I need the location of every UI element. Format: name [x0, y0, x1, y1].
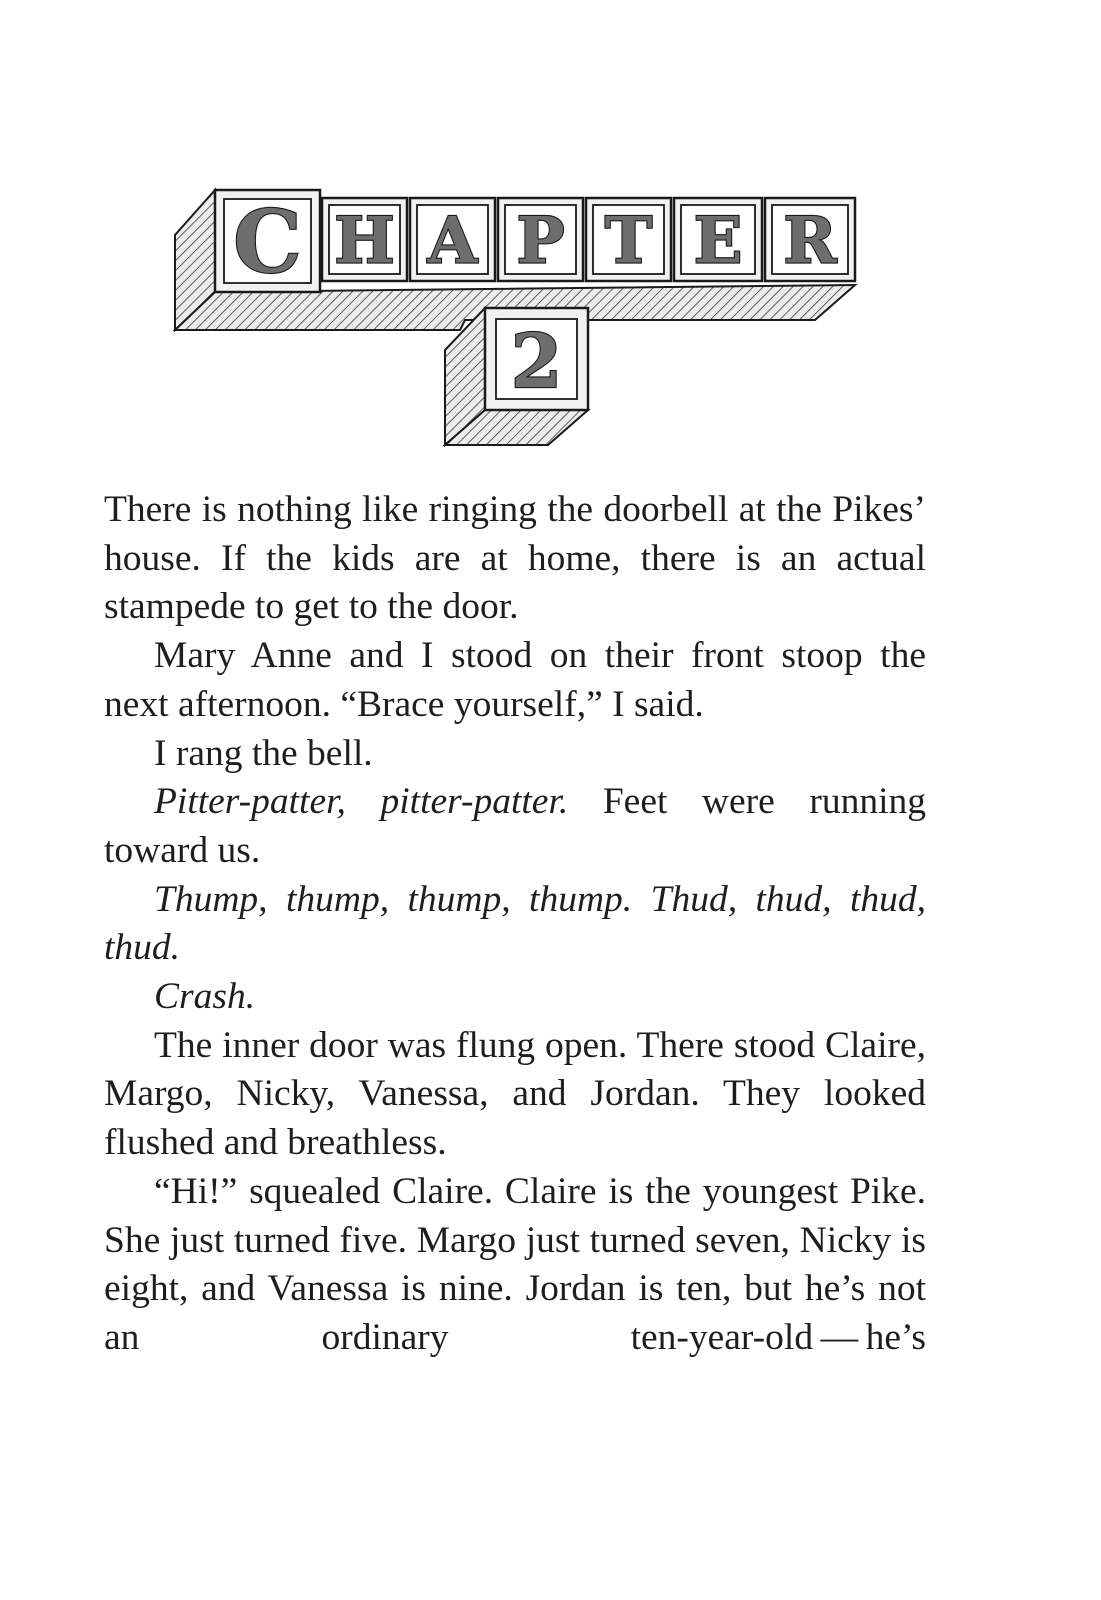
- body-text: [104, 486, 926, 1363]
- text-run: I rang the bell.: [154, 732, 373, 774]
- paragraph: [104, 973, 926, 1022]
- chapter-letter-block: [410, 198, 495, 281]
- chapter-letter: E: [693, 203, 743, 279]
- paragraph: [104, 1022, 926, 1168]
- chapter-letter: T: [604, 203, 653, 279]
- chapter-letter: H: [334, 203, 395, 279]
- paragraph: [104, 1168, 926, 1363]
- text-run: Mary Anne and I stood on their front stoop the next afternoon. “Brace yourself,” I said.: [104, 635, 926, 725]
- chapter-letter-block: [674, 198, 762, 281]
- text-run: Feet were running toward us.: [104, 781, 926, 871]
- paragraph: [104, 486, 926, 632]
- italic-text: Thump, thump, thump, thump. Thud, thud, thud, thud.: [104, 878, 926, 969]
- text-run: There is nothing like ringing the doorbell at the Pikes’ house. If the kids are at home, there is an actual stampede to get to the door.: [104, 489, 926, 628]
- paragraph: [104, 632, 926, 729]
- chapter-letter-block: [215, 190, 320, 293]
- text-run: The inner door was flung open. There stood Claire, Margo, Nicky, Vanessa, and Jordan. They looked flushed and breathless.: [104, 1024, 926, 1164]
- chapter-letter: R: [783, 203, 837, 279]
- chapter-letter-block: [498, 198, 583, 281]
- chapter-letter: C: [233, 191, 302, 293]
- chapter-heading: [0, 0, 1101, 470]
- chapter-letter-blocks: [215, 190, 855, 293]
- italic-text: Crash.: [154, 976, 256, 1018]
- chapter-letter-block: [322, 198, 407, 281]
- paragraph: [104, 730, 926, 779]
- italic-text: Pitter-patter, pitter-patter.: [154, 781, 569, 823]
- chapter-letter-block: [586, 198, 671, 281]
- chapter-letter-block: [765, 198, 855, 281]
- chapter-letter: P: [516, 203, 565, 279]
- chapter-number: 2: [510, 319, 563, 405]
- chapter-number-block: [485, 308, 588, 410]
- text-run: “Hi!” squealed Claire. Claire is the youngest Pike. She just turned five. Margo just turned seven, Nicky is eight, and Vanessa is nine. Jordan is ten, but he’s not an ordinary ten-year-old — he’s: [104, 1170, 926, 1358]
- paragraph: [104, 778, 926, 875]
- paragraph: [104, 876, 926, 973]
- chapter-letter: A: [427, 203, 478, 279]
